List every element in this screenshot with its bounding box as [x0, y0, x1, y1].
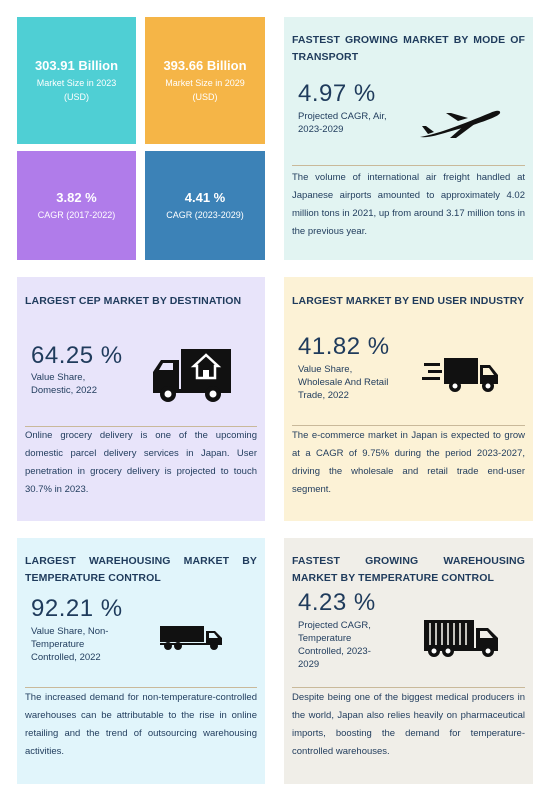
largest-cep-market-card	[17, 277, 265, 521]
stat-value: 4.97 %	[298, 80, 376, 107]
card-description: The e-commerce market in Japan is expected to grow at a CAGR of 9.75% during the period 2023-2027, driving the wholesale and retail trade end-user segment.	[292, 430, 525, 495]
card-title: FASTEST GROWING MARKET BY MODE OF TRANSPORT	[292, 34, 525, 63]
largest-warehousing-market-card	[17, 538, 265, 784]
tile-value: 393.66 Billion	[163, 57, 247, 73]
stat-label: Value Share, Non- Temperature Controlled, 2022	[31, 626, 109, 663]
cagr-2017-2022-tile	[17, 151, 136, 260]
tile-label: CAGR (2023-2029)	[166, 209, 244, 220]
card-description: Online grocery delivery is one of the upcoming domestic parcel delivery services in Japan. User penetration in grocery delivery is projected to touch 30.7% in 2023.	[25, 430, 257, 495]
card-description: The increased demand for non-temperature-controlled warehouses can be attributable to the rise in online retailing and the trend of outsourcing warehousing activities.	[25, 692, 257, 757]
divider	[25, 687, 257, 688]
card-title: LARGEST CEP MARKET BY DESTINATION	[25, 295, 242, 307]
fastest-growing-transport-card	[284, 17, 533, 260]
stat-label: Value Share, Wholesale And Retail Trade, 2022	[298, 364, 389, 401]
divider	[292, 425, 525, 426]
stat-value: 64.25 %	[31, 342, 123, 369]
stat-value: 92.21 %	[31, 595, 123, 622]
largest-end-user-industry-card	[284, 277, 533, 521]
stat-label: Projected CAGR, Temperature Controlled, 2023- 2029	[298, 620, 371, 670]
stat-label: Value Share, Domestic, 2022	[31, 372, 98, 396]
fast-delivery-truck-icon	[422, 355, 500, 395]
divider	[292, 687, 525, 688]
tile-value: 3.82 %	[56, 189, 97, 205]
card-description: Despite being one of the biggest medical producers in the world, Japan also relies heavily on pharmaceutical imports, boosting the demand for temperature-controlled warehouses.	[292, 692, 525, 757]
tile-label: Market Size in 2023	[36, 77, 117, 88]
card-title: LARGEST MARKET BY END USER INDUSTRY	[292, 295, 525, 307]
airplane-icon	[418, 104, 502, 142]
card-title: FASTEST GROWING WAREHOUSING MARKET BY TEMPERATURE CONTROL	[292, 555, 525, 584]
semi-truck-icon	[159, 624, 225, 652]
home-delivery-truck-icon	[151, 348, 233, 404]
tile-label: Market Size in 2029	[165, 77, 245, 88]
market-size-2023-tile	[17, 17, 136, 144]
tile-value: 303.91 Billion	[34, 57, 119, 73]
tile-label: CAGR (2017-2022)	[37, 209, 116, 220]
divider	[292, 165, 525, 166]
tile-sublabel: (USD)	[64, 91, 89, 102]
stat-value: 41.82 %	[298, 333, 390, 360]
card-description: The volume of international air freight handled at Japanese airports amounted to approximately 4.02 million tons in 2021, up from around 3.17 million tons in the previous year.	[292, 172, 525, 237]
fastest-growing-warehousing-card	[284, 538, 533, 784]
stat-label: Projected CAGR, Air, 2023-2029	[298, 111, 387, 135]
tile-value: 4.41 %	[184, 189, 226, 205]
cagr-2023-2029-tile	[145, 151, 265, 260]
stat-value: 4.23 %	[298, 589, 376, 616]
market-size-2029-tile	[145, 17, 265, 144]
card-title: LARGEST WAREHOUSING MARKET BY TEMPERATURE CONTROL	[25, 555, 257, 584]
tile-sublabel: (USD)	[192, 91, 218, 102]
cargo-truck-icon	[422, 618, 500, 658]
